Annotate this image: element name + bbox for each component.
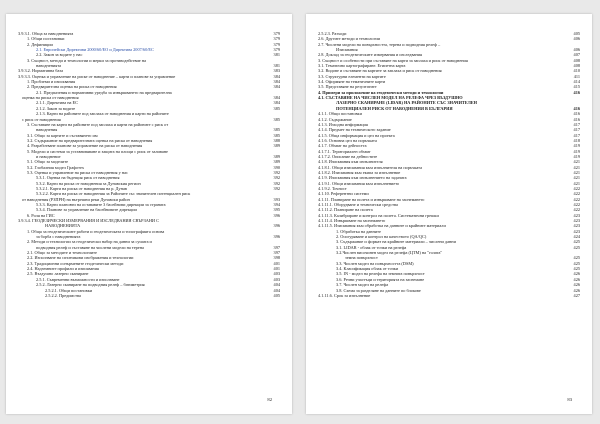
table-of-contents-right [318, 31, 580, 298]
toc-entry-page: 406 [573, 36, 580, 42]
toc-entry-page: 381 [273, 63, 280, 69]
toc-entry-page: 395 [273, 207, 280, 213]
toc-entry-title: 2.1. Общо за методите и технологиите [27, 250, 97, 256]
toc-entry-title: 3.9.3.4. ГЕОДЕЗИЧЕСКИ ИЗМЕРВАНИЯ И ИЗСЛЕДВАНИЯ СВЪРЗАНИ С [18, 218, 159, 224]
toc-entry-title: 5.2. Глобалния модел Графотех [27, 164, 84, 170]
toc-entry-title: 4.1.4. Предмет на техническото задание [318, 127, 391, 133]
toc-entry-page: 418 [573, 137, 580, 143]
toc-entry-title: 5.3. Оценка и управление на риска от наводнения у нас [27, 169, 128, 175]
toc-entry-title: 5.3.4. Планове за управление на басейновите дирекции [36, 207, 137, 213]
toc-entry-title: 1. Обща за геодезическите работи и геодезическата и топографията основа [27, 228, 165, 234]
toc-entry-page: 389 [273, 153, 280, 159]
toc-entry-title: от наводнения (РЗПРН) на вътрешни реки Дунавски район [22, 196, 130, 202]
toc-entry-title: 3.9.3.2. Нормативна база [18, 68, 63, 74]
toc-entry-page: 424 [573, 234, 580, 240]
toc-entry-title: наводненията [36, 63, 62, 69]
toc-entry-page: 426 [573, 276, 580, 282]
toc-entry-page: 381 [273, 52, 280, 58]
toc-entry-title: 3.7. Числен модел на релефа [336, 282, 389, 288]
toc-entry-page: 397 [273, 250, 280, 256]
toc-entry-page: 407 [573, 52, 580, 58]
toc-entry-title: 2.5.2.1. Общи постановки [45, 287, 93, 293]
toc-entry-page: 388 [273, 137, 280, 143]
toc-entry-title: наводнения [36, 127, 58, 133]
toc-entry-title: 2. Дефиниции [27, 41, 53, 47]
toc-entry-page: 385 [273, 132, 280, 138]
toc-entry-title: 4.1.8.2. Изисквания към екипа за изпълнение [318, 169, 401, 175]
toc-entry-page: 397 [273, 244, 280, 250]
toc-entry [18, 293, 280, 298]
toc-entry-page: 404 [273, 282, 280, 288]
left-page [6, 14, 292, 414]
toc-entry-page: 404 [273, 287, 280, 293]
toc-entry-page: 419 [573, 153, 580, 159]
toc-entry-title: 5. Модели и системи за уставновяване и защита на площи с риск от заливане [27, 148, 168, 154]
toc-entry-title: 4.1.9.2. Точност [318, 185, 347, 191]
toc-entry-title: 2.3. Традиционни оснърмените геодезически методи [27, 260, 124, 266]
toc-entry-page: 421 [573, 164, 580, 170]
toc-entry-page: 406 [573, 47, 580, 53]
toc-entry-page: 423 [573, 218, 580, 224]
toc-entry-title: 2.5.2.2. Предимства [45, 292, 81, 298]
toc-entry-title: 2.5. Въздушно лазерно сканиране [27, 271, 89, 277]
toc-entry-title: НАВОДНЕНИЯТА [45, 223, 81, 229]
toc-entry-title: 4.1.11. Планиране на полета и извършване на заснемането [318, 196, 425, 202]
toc-entry-page: 401 [273, 260, 280, 266]
toc-entry-title: 4.1.11.5. Изисквания към обработка на данните и крайните материали [318, 223, 446, 229]
toc-entry-page: 425 [573, 260, 580, 266]
page-number-left: 82 [267, 397, 272, 402]
toc-entry-title: 2. Методи и технологии за геодезически набор на данни за сушата и [27, 239, 152, 245]
toc-entry-title: 4.1.8.1. Общи изисквания към изпълнителя на поръчката [318, 164, 423, 170]
toc-entry-title: ЛАЗЕРНО СКАНИРАНЕ (LIDAR) НА РАЙОНИТЕ СЪС ЗНАЧИТЕЛЕН [336, 100, 477, 106]
toc-entry-page: 423 [573, 223, 580, 229]
toc-entry-title: оценка на риска от наводнения [22, 95, 79, 101]
toc-entry-page: 425 [573, 244, 580, 250]
toc-entry-page: 405 [573, 31, 580, 36]
toc-entry-page: 384 [273, 73, 280, 79]
toc-entry-title: подводния релеф и съставяне на числени модели на терена [36, 244, 144, 250]
toc-entry-page: 385 [273, 105, 280, 111]
toc-entry-title: 3.9.3.1. Обща за наводненията [18, 31, 74, 36]
toc-entry-title: 1. Общи постановки [27, 36, 65, 42]
toc-entry-page: 384 [273, 79, 280, 85]
toc-entry-title: 6. Роля на ГИС [27, 212, 55, 218]
table-of-contents-left [18, 31, 280, 298]
toc-entry-page: 425 [573, 255, 580, 261]
toc-entry-title: 2.1.1. Директива на ЕС [36, 100, 78, 106]
toc-entry-page: 419 [573, 148, 580, 154]
toc-entry-title: 3.6. Речни участъци и територията на заснемане [336, 276, 425, 282]
toc-entry-title: 4.1.10. Референтни системи [318, 191, 369, 197]
toc-entry-title: 2.7. Числени модели на повърхността, терена и подводния релеф – [318, 41, 441, 47]
toc-entry-title: 3.2.Числен височинен модел на релефа (ЦТМ) на "голата" [336, 250, 443, 256]
toc-entry-page: 422 [573, 202, 580, 207]
toc-entry-page: 416 [573, 105, 580, 111]
toc-entry-page: 421 [573, 180, 580, 186]
toc-entry-page: 423 [573, 212, 580, 218]
toc-entry-page: 417 [573, 132, 580, 138]
toc-entry-page: 396 [273, 234, 280, 240]
toc-entry-page: 398 [273, 255, 280, 261]
toc-entry-title: 4.1. СЪСТАВЯНЕ НА ЧИСЛЕН МОДЕЛ НА РЕЛЕФА ЧРЕЗ ВЪЗДУШНО [318, 95, 463, 101]
toc-entry-title: 4.1.6. Основна цел на поръчката [318, 137, 377, 143]
toc-entry-title: 4. Примери за приложение на геодезически методи и технологии [318, 89, 444, 95]
toc-entry-title: Изисквания [336, 47, 358, 53]
right-page [306, 14, 592, 414]
toc-entry-page: 383 [273, 68, 280, 74]
toc-entry-page: 425 [573, 239, 580, 245]
toc-entry-title: 5.3.2. Карти на риска от наводнения за Дунавския регион [36, 180, 141, 186]
toc-entry-page: 403 [273, 276, 280, 282]
toc-entry-page: 415 [573, 84, 580, 90]
toc-entry-title: 3.2. Видове и съставяне на картите за заплаха и риск от наводнения [318, 68, 442, 74]
toc-entry-page: 392 [273, 185, 280, 191]
toc-entry-title: 2.1.2. Закон за водите [36, 105, 76, 111]
toc-entry-page: 379 [273, 41, 280, 47]
toc-entry-title: 4.1.8. Изисквания към изпълнителя [318, 159, 383, 165]
toc-entry-page: 392 [273, 180, 280, 186]
toc-entry-title: и наводнение [36, 153, 61, 159]
toc-entry-title: 4.1.11.6. Срок за изпълнение [318, 292, 371, 298]
toc-entry-title: ПОТЕНЦИАЛЕН РИСК ОТ НАВОДНЕНИЯ В БЪЛГАРИЯ [336, 105, 453, 111]
toc-entry-page: 417 [573, 127, 580, 133]
toc-entry-title: 3.4. Класификация облак от точки [336, 266, 399, 272]
toc-entry-title: 3. Съдържание и формат на крайните материали – числени данни [336, 239, 456, 245]
toc-entry-title: 3.5. IN - модел на релефа на земната повърхност [336, 271, 425, 277]
toc-entry-title: 4.1.1. Общи постановки [318, 111, 362, 117]
toc-entry-page: 389 [273, 159, 280, 165]
toc-entry-page: 425 [573, 266, 580, 272]
toc-entry-title: 2.2. Закон за водите у нас [36, 52, 83, 58]
toc-entry-title: 3.9.3.3. Оценка и управление на риске от наводнение – карти и планове за управление [18, 73, 176, 79]
toc-entry-page: 384 [273, 100, 280, 106]
toc-entry-title: 4.1.11.2. Планиране на полета [318, 207, 373, 213]
toc-entry-title: 4.1.11.4. Извършване на заснемането [318, 218, 386, 224]
toc-entry-page: 379 [273, 47, 280, 53]
toc-entry-page: 392 [273, 175, 280, 181]
toc-entry-page: 419 [573, 143, 580, 149]
toc-entry-page: 384 [273, 84, 280, 90]
toc-entry-page: 411 [573, 73, 580, 79]
toc-entry-title: 5.3.1. Оценка на бъдещия риск от наводнения [36, 175, 120, 181]
toc-entry-title: 4. Разработване планове за управление на риска от наводнения [27, 143, 143, 149]
toc-entry-title: за борба с наводненията [36, 234, 81, 240]
toc-entry-title: 5.3.3. Карти плановти на остававите 3 басейнови дирекции за страната [36, 202, 166, 207]
toc-entry-page: 421 [573, 159, 580, 165]
toc-entry-page: 408 [573, 57, 580, 63]
toc-entry-title: 4.1.7.2. Описание на дейностите [318, 153, 378, 159]
toc-entry-page: 379 [273, 31, 280, 36]
toc-entry-title: 4.1.11.3. Калибриране и контрол на полета. Систематични грешки [318, 212, 439, 218]
toc-entry-page: 422 [573, 185, 580, 191]
toc-entry-page: 385 [273, 116, 280, 122]
toc-entry-title: 4.1.5. Обща информация и цел на проекта [318, 132, 395, 138]
toc-entry-title: 2. Осигуряване и контрол на качеството (QA/QC) [336, 234, 427, 240]
toc-entry-title: 5.3.2.1. Карти на риска от наводнения на р. Дунав [36, 185, 127, 191]
toc-entry-title: 3.8. Схема за разделяне на данните по блокове [336, 287, 421, 293]
toc-entry-page: 396 [273, 223, 280, 229]
toc-entry-page: 416 [573, 116, 580, 122]
toc-entry-title: 3.3. Структурни елементи на картите [318, 73, 386, 79]
toc-entry-page: 393 [273, 196, 280, 202]
toc-entry-title: 4.1.11.1. Оборудване и технически средства [318, 202, 398, 207]
toc-entry-title: 2.5.2. Лазерно сканиране на подводния релеф – батиметрия [36, 282, 145, 288]
toc-entry-title: 2.1. Предпазения и нормативни уредба за извършването на предварителна [36, 89, 172, 95]
toc-entry-page: 423 [573, 228, 580, 234]
toc-entry-page: 394 [273, 202, 280, 207]
toc-entry-title: земна повърхност [345, 255, 378, 261]
toc-entry-page: 408 [573, 63, 580, 69]
toc-entry-page: 421 [573, 175, 580, 181]
toc-entry-title: 2.2. Използване на спътникови изображения и технологии [27, 255, 134, 261]
toc-entry-page: 385 [273, 127, 280, 133]
toc-entry-title: 4.1.9. Изисквания към изпълнението на задачата [318, 175, 407, 181]
toc-entry-title: 3. Същност, методи и технологии и мерки за противодействие на [27, 57, 146, 63]
toc-entry-page: 384 [273, 95, 280, 101]
toc-entry-title: 2.1.3. Карти на районите под заплаха от наводнения и карти на районите [36, 111, 169, 117]
toc-entry-page: 421 [573, 169, 580, 175]
toc-entry-title: 5.1. Общо за моделите [27, 159, 69, 165]
toc-entry-title: 2.8. Доклад за геодезическите измервания и изследвания [318, 52, 422, 58]
toc-entry-title: с риск от наводнения [22, 116, 61, 122]
toc-entry-title: 3.5. Представяне на резултатите [318, 84, 377, 90]
toc-entry-title: 3.1. Общо за картите и съставянето им [27, 132, 98, 138]
toc-entry-title: 1. Обработка на данните [336, 228, 381, 234]
toc-entry-page: 422 [573, 196, 580, 202]
toc-entry-title: 2. Предварителна оценка на риска от наводнения [27, 84, 117, 90]
toc-entry-title: 4.1.9.1. Общи изисквания към изпълнението [318, 180, 400, 186]
toc-entry-page: 426 [573, 282, 580, 288]
toc-entry-title: 4.1.7.1. Териториален обхват [318, 148, 371, 154]
toc-entry-title: 3.4. Оформяне на тематичните карти [318, 79, 386, 85]
toc-entry-page: 416 [573, 111, 580, 117]
toc-entry-page: 417 [573, 121, 580, 127]
toc-entry-page: 422 [573, 191, 580, 197]
toc-entry-page: 392 [273, 169, 280, 175]
toc-entry-title: 3.1. Тематично картографиране. Египетна карта [318, 63, 406, 69]
toc-entry-page: 416 [573, 89, 580, 95]
toc-entry-title: 4.1.7. Обхват на дейността [318, 143, 367, 149]
toc-entry-title: 1. Проблеми и изисквания [27, 79, 76, 85]
toc-entry-title: 2.1. Европейски Директиви 2000/60/ЕО и Директива 2007/60/ЕС [36, 47, 154, 53]
toc-entry-title: 2.5.2.3. Разходи [318, 31, 347, 36]
page-number-right: 83 [567, 397, 572, 402]
toc-entry-page: 390 [273, 164, 280, 170]
toc-entry-title: 4.1.3. Изходна информация [318, 121, 368, 127]
toc-entry-page: 422 [573, 207, 580, 213]
toc-entry-page: 426 [573, 271, 580, 277]
toc-entry-page: 405 [273, 292, 280, 298]
toc-entry-title: 4.1.2. Съдържание [318, 116, 352, 122]
toc-entry-page: 401 [273, 266, 280, 272]
toc-entry [318, 293, 580, 298]
toc-entry-title: 3. Съставяне на карти на районите под заплаха и карти на районите с риск от [27, 121, 169, 127]
toc-entry-title: 2.4. Надземните профили и изисквания [27, 266, 99, 272]
toc-entry-title: 2.5.1. Съвременни възможности и използване [36, 276, 120, 282]
toc-entry-page: 427 [573, 292, 580, 298]
toc-entry-page: 379 [273, 36, 280, 42]
toc-entry-title: 3. Същност и особености при съставяне на карти за заплаха и риск от наводнения [318, 57, 468, 63]
toc-entry-title: 3.2. Съдържание на предварителната оценка на риска от наводнения [27, 137, 153, 143]
toc-entry-title: 3.1. LIDAR - облак от точки на релефа [336, 244, 407, 250]
toc-entry-page: 414 [573, 79, 580, 85]
toc-entry-page: 389 [273, 143, 280, 149]
toc-entry-page: 410 [573, 68, 580, 74]
toc-entry-title: 3.3. Числен модел на повърхността (DSM) [336, 260, 414, 266]
toc-entry-page: 403 [273, 271, 280, 277]
toc-entry-page: 426 [573, 287, 580, 293]
toc-entry-page: 396 [273, 212, 280, 218]
toc-entry-title: 2.6. Другите методи и технологии [318, 36, 380, 42]
toc-entry-title: 5.3.2.2. Карти на риска от наводнения за Районите със значителен потенциален риск [36, 191, 191, 197]
